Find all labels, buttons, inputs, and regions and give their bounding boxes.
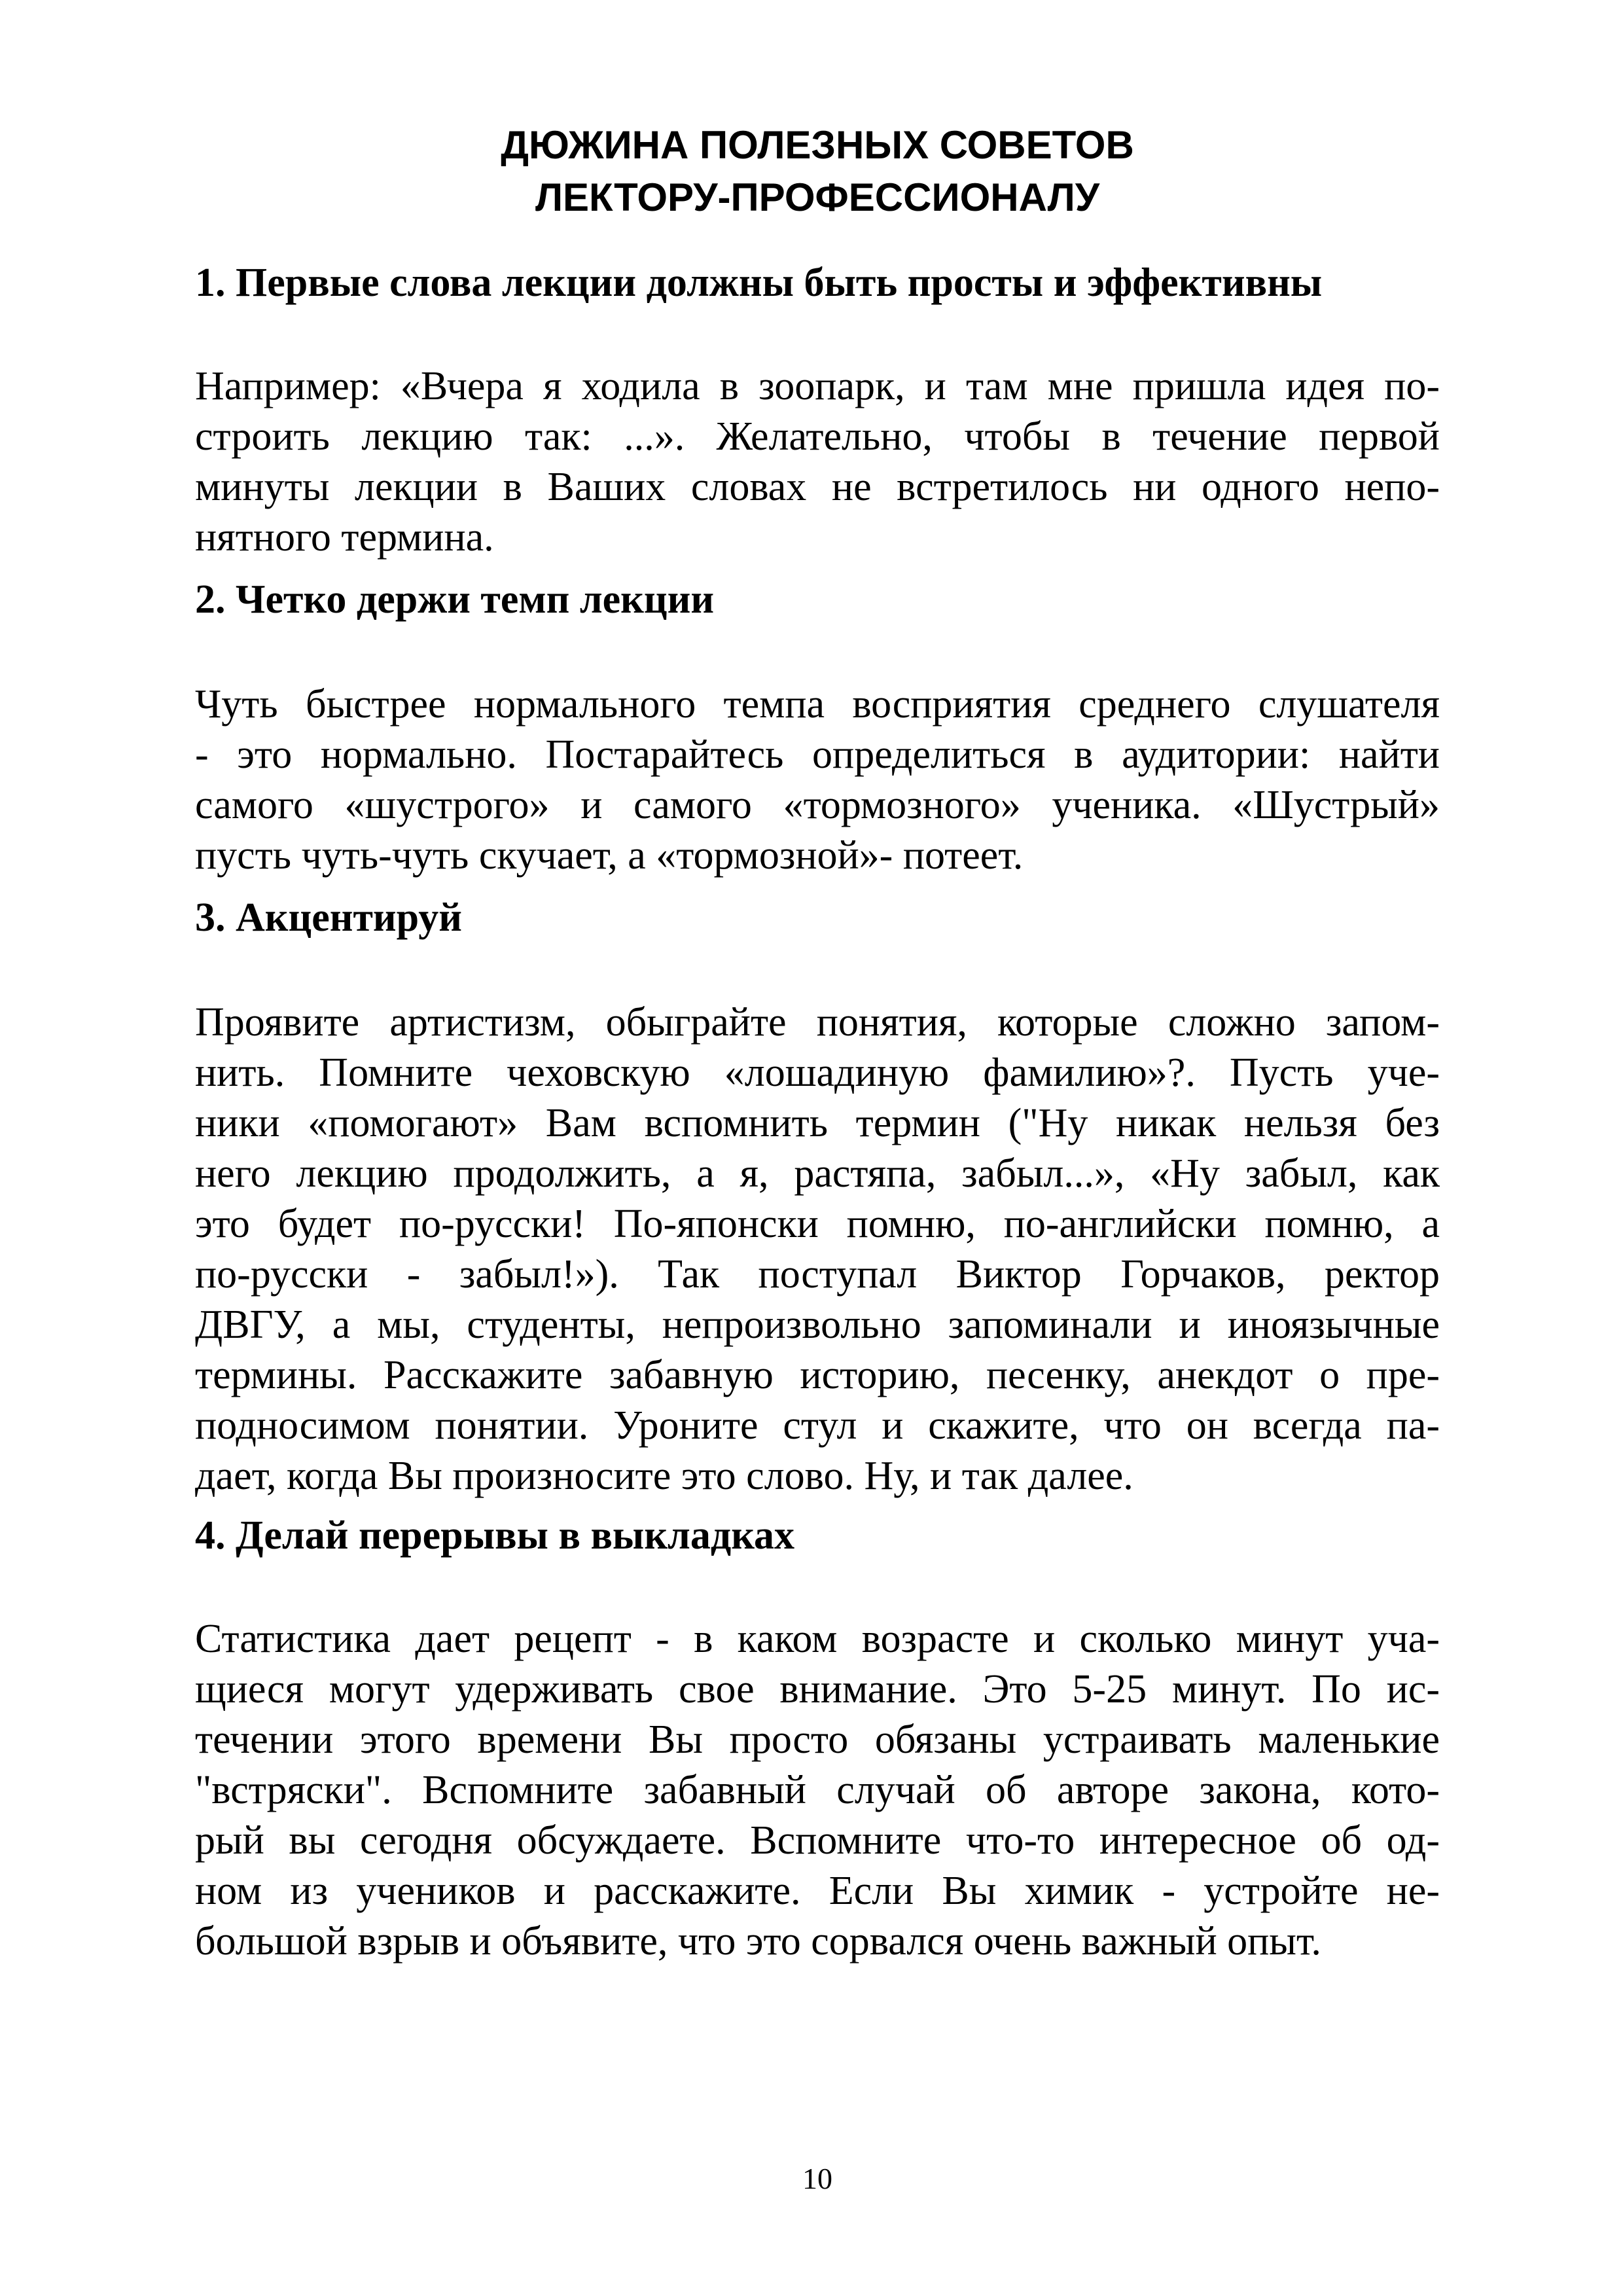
paragraph-line: подносимом понятии. Уроните стул и скажите, что он всегда па- (195, 1403, 1440, 1448)
section-paragraph (195, 361, 1440, 563)
paragraph-line: Проявите артистизм, обыграйте понятия, которые сложно запом- (195, 1000, 1440, 1045)
paragraph-line: "встряски". Вспомните забавный случай об авторе закона, кото- (195, 1768, 1440, 1812)
paragraph-line: термины. Расскажите забавную историю, песенку, анекдот о пре- (195, 1353, 1440, 1397)
paragraph-line: Чуть быстрее нормального темпа восприятия среднего слушателя (195, 682, 1440, 726)
paragraph-line: самого «шустрого» и самого «тормозного» ученика. «Шустрый» (195, 783, 1440, 827)
section-heading: 1. Первые слова лекции должны быть просты и эффективны (195, 260, 1323, 305)
paragraph-line: Например: «Вчера я ходила в зоопарк, и там мне пришла идея по- (195, 364, 1440, 408)
page-number: 10 (802, 2162, 832, 2195)
section-heading: 2. Четко держи темп лекции (195, 577, 715, 622)
paragraph-line: Статистика дает рецепт - в каком возрасте и сколько минут уча- (195, 1617, 1440, 1661)
paragraph-line: минуты лекции в Ваших словах не встретилось ни одного непо- (195, 465, 1440, 509)
paragraph-line: ники «помогают» Вам вспомнить термин ("Ну никак нельзя без (195, 1101, 1440, 1145)
page-title (195, 119, 1440, 224)
paragraph-line: ДВГУ, а мы, студенты, непроизвольно запоминали и иноязычные (195, 1302, 1440, 1347)
paragraph-line: течении этого времени Вы просто обязаны устраивать маленькие (195, 1717, 1440, 1762)
section-1 (195, 257, 1440, 563)
page-title-line-1: ДЮЖИНА ПОЛЕЗНЫХ СОВЕТОВ (501, 123, 1134, 167)
paragraph-line: по-русски - забыл!»). Так поступал Виктор Горчаков, ректор (195, 1252, 1440, 1297)
paragraph-line: строить лекцию так: ...». Желательно, чтобы в течение первой (195, 414, 1440, 459)
paragraph-line: нятного термина. (195, 515, 494, 560)
paragraph-line: дает, когда Вы произносите это слово. Ну, и так далее. (195, 1454, 1133, 1498)
paragraph-line: - это нормально. Постарайтесь определиться в аудитории: найти (195, 732, 1440, 777)
paragraph-line: него лекцию продолжить, а я, растяпа, забыл...», «Ну забыл, как (195, 1151, 1440, 1196)
paragraph-line: большой взрыв и объявите, что это сорвался очень важный опыт. (195, 1919, 1321, 1964)
page-title-line-2: ЛЕКТОРУ-ПРОФЕССИОНАЛУ (535, 175, 1100, 219)
section-paragraph (195, 679, 1440, 881)
section-heading: 4. Делай перерывы в выкладках (195, 1513, 794, 1558)
section-2 (195, 573, 1440, 881)
paragraph-line: нить. Помните чеховскую «лошадиную фамилию»?. Пусть уче- (195, 1050, 1440, 1095)
section-paragraph (195, 1614, 1440, 1967)
section-paragraph (195, 997, 1440, 1501)
paragraph-line: щиеся могут удерживать свое внимание. Это 5-25 минут. По ис- (195, 1667, 1440, 1712)
section-4 (195, 1509, 1440, 1967)
paragraph-line: ном из учеников и расскажите. Если Вы химик - устройте не- (195, 1869, 1440, 1913)
paragraph-line: пусть чуть-чуть скучает, а «тормозной»- потеет. (195, 833, 1024, 878)
document-page (195, 0, 1440, 2296)
paragraph-line: это будет по-русски! По-японски помню, по-английски помню, а (195, 1202, 1440, 1246)
paragraph-line: рый вы сегодня обсуждаете. Вспомните что-то интересное об од- (195, 1818, 1440, 1863)
section-heading: 3. Акцентируй (195, 895, 463, 940)
section-3 (195, 891, 1440, 1501)
